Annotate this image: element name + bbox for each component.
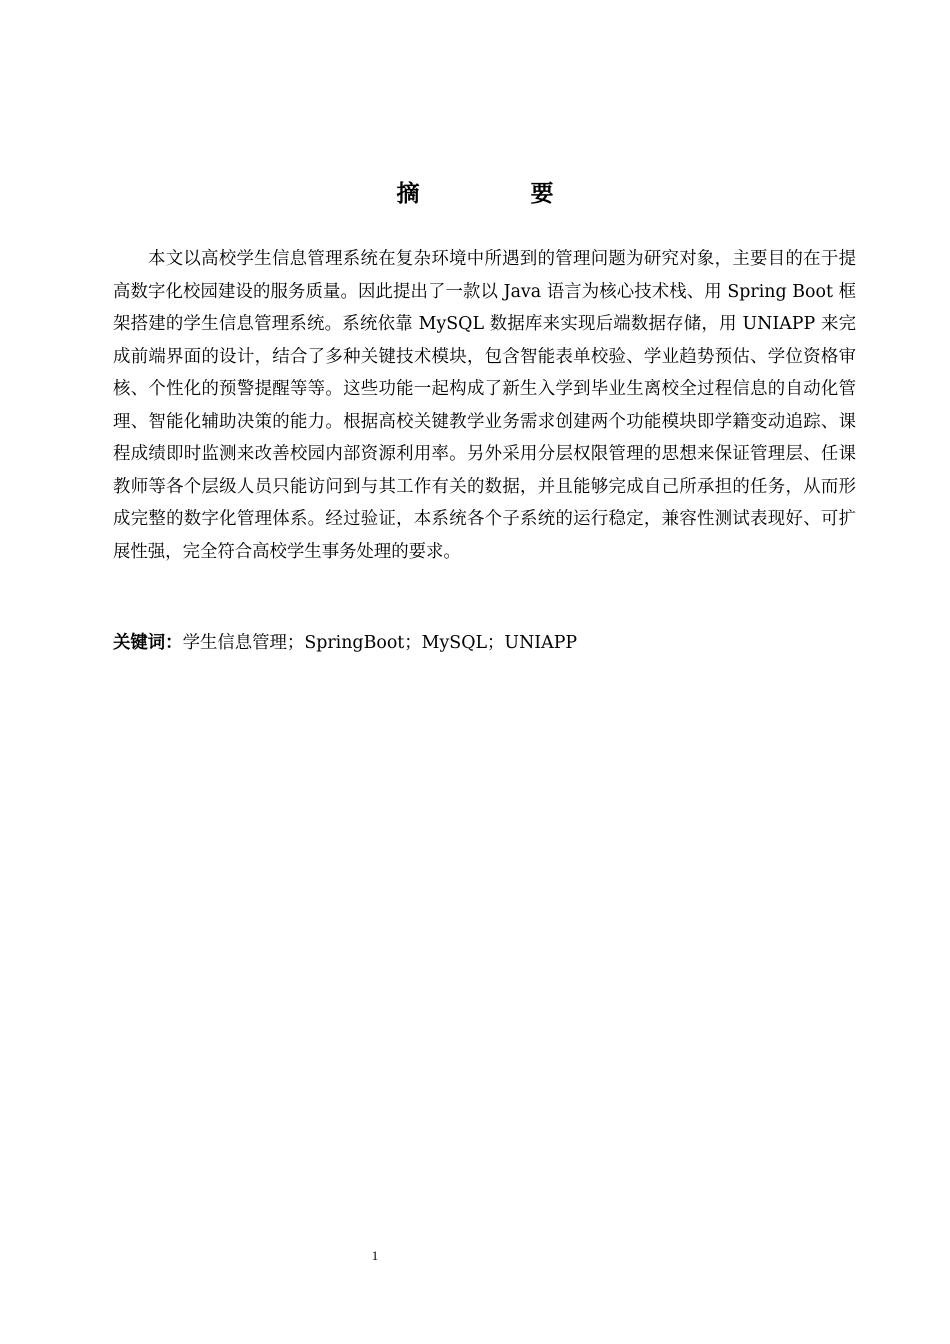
abstract-body: 本文以高校学生信息管理系统在复杂环境中所遇到的管理问题为研究对象，主要目的在于提高数字化校园建设的服务质量。因此提出了一款以 Java 语言为核心技术栈、用 Spring Boot 框架搭建的学生信息管理系统。系统依靠 MySQL 数据库来实现后端数据存储，用 UNIAPP 来完成前端界面的设计，结合了多种关键技术模块，包含智能表单校验、学业趋势预估、学位资格审核、个性化的预警提醒等等。这些功能一起构成了新生入学到毕业生离校全过程信息的自动化管理、智能化辅助决策的能力。根据高校关键教学业务需求创建两个功能模块即学籍变动追踪、课程成绩即时监测来改善校园内部资源利用率。另外采用分层权限管理的思想来保证管理层、任课教师等各个层级人员只能访问到与其工作有关的数据，并且能够完成自己所承担的任务，从而形成完整的数字化管理体系。经过验证，本系统各个子系统的运行稳定，兼容性测试表现好、可扩展性强，完全符合高校学生事务处理的要求。 bbox=[113, 249, 856, 562]
keywords-value: 学生信息管理；SpringBoot；MySQL；UNIAPP bbox=[182, 633, 578, 653]
keywords-line bbox=[113, 629, 856, 657]
keywords-label: 关键词： bbox=[113, 633, 183, 653]
page-number: 1 bbox=[371, 1248, 379, 1263]
abstract-heading: 摘 要 bbox=[396, 181, 598, 207]
